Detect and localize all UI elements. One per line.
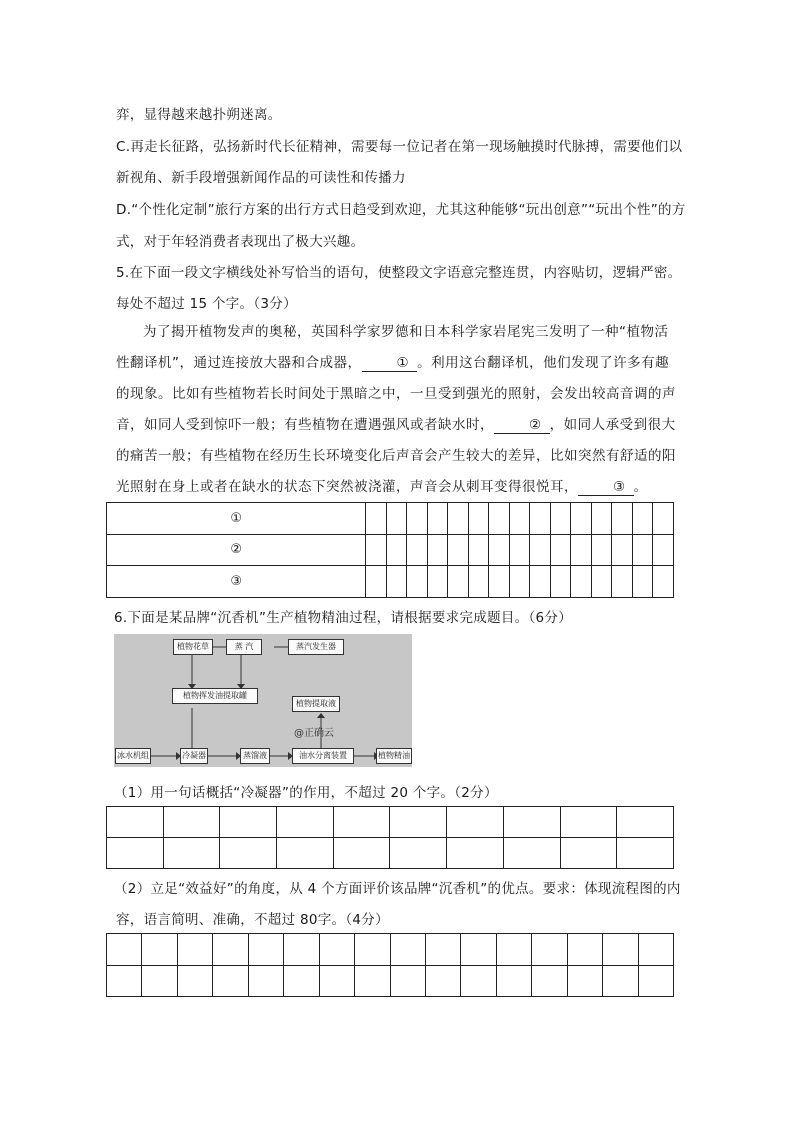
grid-row [107,807,674,838]
answer-row-label: ② [107,534,366,566]
answer-cell[interactable] [220,807,277,838]
answer-cell[interactable] [366,566,387,598]
answer-cell[interactable] [386,534,407,566]
answer-cell[interactable] [448,503,469,535]
answer-cell[interactable] [366,503,387,535]
answer-cell[interactable] [248,934,283,966]
answer-cell[interactable] [407,503,428,535]
answer-cell[interactable] [638,965,673,997]
blank-1: ① [362,355,418,372]
answer-cell[interactable] [489,503,510,535]
answer-cell[interactable] [366,534,387,566]
answer-cell[interactable] [653,566,674,598]
answer-cell[interactable] [319,934,354,966]
question-5-passage [116,317,682,503]
answer-cell[interactable] [496,965,531,997]
answer-cell[interactable] [407,534,428,566]
answer-cell[interactable] [612,534,633,566]
answer-grid-q6-1 [106,806,674,869]
flow-distillate: 蒸馏液 [240,748,270,764]
answer-cell[interactable] [427,534,448,566]
answer-cell[interactable] [603,965,638,997]
passage-part: 。 [633,479,648,495]
answer-row-label: ① [107,503,366,535]
question-5-title: 5.在下面一段文字横线处补写恰当的语句，使整段文字语意完整连贯，内容贴切，逻辑严密。 [116,265,682,281]
answer-cell[interactable] [355,965,390,997]
flowchart [114,634,412,767]
answer-cell[interactable] [213,934,248,966]
flow-plant-essential-oil: 植物精油 [376,748,412,764]
answer-cell[interactable] [591,534,612,566]
answer-cell[interactable] [277,838,334,869]
answer-cell[interactable] [509,534,530,566]
answer-cell[interactable] [489,534,510,566]
answer-cell[interactable] [571,503,592,535]
answer-cell[interactable] [509,566,530,598]
answer-cell[interactable] [425,934,460,966]
question-5-requirement: 每处不超过 15 个字。（3分） [116,296,297,312]
answer-cell[interactable] [591,503,612,535]
answer-cell[interactable] [612,503,633,535]
answer-cell[interactable] [617,807,674,838]
grid-row [107,534,674,566]
passage-part: 。利用这台翻译机，他们发现了许多有趣的现象。比如有些植物若长时间处于黑暗之中，一旦受到强光的照射，会发出较高音调的声音，如同人受到惊吓一般；有些植物在遭遇强风或者缺水时， [116,355,676,433]
option-d: D.“个性化定制”旅行方案的出行方式日趋受到欢迎，尤其这种能够“玩出创意”“玩出个性”的方 [116,202,686,218]
answer-cell[interactable] [468,566,489,598]
answer-cell[interactable] [509,503,530,535]
answer-cell[interactable] [632,534,653,566]
answer-grid-q6-2 [106,933,674,997]
answer-cell[interactable] [612,566,633,598]
answer-cell[interactable] [591,566,612,598]
answer-cell[interactable] [571,566,592,598]
text-line: 式，对于年轻消费者表现出了极大兴趣。 [116,234,365,250]
answer-cell[interactable] [448,534,469,566]
grid-row [107,934,674,966]
answer-cell[interactable] [560,807,617,838]
answer-cell[interactable] [560,838,617,869]
answer-cell[interactable] [213,965,248,997]
answer-cell[interactable] [653,534,674,566]
grid-row [107,566,674,598]
answer-cell[interactable] [390,807,447,838]
answer-cell[interactable] [333,838,390,869]
answer-grid-q5 [106,502,674,598]
answer-cell[interactable] [530,566,551,598]
answer-cell[interactable] [163,807,220,838]
answer-cell[interactable] [489,566,510,598]
flow-oil-water-separator: 油水分离装置 [292,748,354,764]
flow-plant-extract: 植物提取液 [292,696,340,712]
answer-cell[interactable] [427,503,448,535]
answer-cell[interactable] [386,566,407,598]
answer-cell[interactable] [107,934,142,966]
answer-cell[interactable] [447,838,504,869]
answer-cell[interactable] [447,807,504,838]
answer-cell[interactable] [355,934,390,966]
answer-cell[interactable] [319,965,354,997]
passage-part: ，如同人承受到很大的痛苦一般；有些植物在经历生长环境变化后声音会产生较大的差异，比如突然有舒适的阳光照射在身上或者在缺水的状态下突然被浇灌，声音会从刺耳变得很悦耳， [116,417,676,495]
answer-cell[interactable] [653,503,674,535]
answer-cell[interactable] [530,503,551,535]
answer-cell[interactable] [632,503,653,535]
flow-ice-water-unit: 冰水机组 [115,748,151,764]
answer-cell[interactable] [550,534,571,566]
answer-cell[interactable] [503,807,560,838]
answer-cell[interactable] [468,503,489,535]
answer-cell[interactable] [407,566,428,598]
answer-cell[interactable] [632,566,653,598]
answer-row-label: ③ [107,566,366,598]
answer-cell[interactable] [390,934,425,966]
blank-2: ② [494,417,550,434]
flow-extraction-tank: 植物挥发油提取罐 [172,688,258,704]
answer-cell[interactable] [468,534,489,566]
option-c: C.再走长征路，弘扬新时代长征精神，需要每一位记者在第一现场触摸时代脉搏，需要他们以 [116,139,683,155]
flow-steam-generator: 蒸汽发生器 [288,639,344,655]
answer-cell[interactable] [567,934,602,966]
answer-cell[interactable] [277,807,334,838]
answer-cell[interactable] [107,838,164,869]
answer-cell[interactable] [220,838,277,869]
question-6-title: 6.下面是某品牌“沉香机”生产植物精油过程，请根据要求完成题目。（6分） [114,610,573,626]
flow-plant-flowers: 植物花草 [173,639,213,655]
answer-cell[interactable] [390,965,425,997]
answer-cell[interactable] [177,934,212,966]
answer-cell[interactable] [603,934,638,966]
answer-cell[interactable] [532,965,567,997]
answer-cell[interactable] [386,503,407,535]
grid-row [107,838,674,869]
question-6-1: （1）用一句话概括“冷凝器”的作用，不超过 20 个字。（2分） [114,785,498,801]
answer-cell[interactable] [177,965,212,997]
answer-cell[interactable] [284,965,319,997]
question-6-2: （2）立足“效益好”的角度，从 4 个方面评价该品牌“沉香机”的优点。要求：体现流程图的内 [114,881,681,897]
answer-cell[interactable] [425,965,460,997]
answer-cell[interactable] [530,534,551,566]
answer-cell[interactable] [107,965,142,997]
answer-cell[interactable] [107,807,164,838]
answer-cell[interactable] [461,934,496,966]
answer-cell[interactable] [532,934,567,966]
grid-row [107,503,674,535]
text-line: 弈，显得越来越扑朔迷离。 [116,107,282,123]
answer-cell[interactable] [248,965,283,997]
answer-cell[interactable] [567,965,602,997]
question-6-2-cont: 容，语言简明、准确，不超过 80字。（4分） [116,912,389,928]
answer-cell[interactable] [461,965,496,997]
answer-cell[interactable] [142,965,177,997]
flow-steam: 蒸 汽 [226,639,262,655]
answer-cell[interactable] [163,838,220,869]
answer-cell[interactable] [550,566,571,598]
answer-cell[interactable] [333,807,390,838]
watermark: @正确云 [294,728,334,739]
answer-cell[interactable] [550,503,571,535]
answer-cell[interactable] [571,534,592,566]
answer-cell[interactable] [496,934,531,966]
text-line: 新视角、新手段增强新闻作品的可读性和传播力 [116,170,406,186]
answer-cell[interactable] [427,566,448,598]
answer-cell[interactable] [142,934,177,966]
blank-3: ③ [578,479,634,496]
answer-cell[interactable] [503,838,560,869]
flow-condenser: 冷凝器 [180,748,208,764]
answer-cell[interactable] [284,934,319,966]
answer-cell[interactable] [638,934,673,966]
passage-part: 为了揭开植物发声的奥秘，英国科学家罗德和日本科学家岩尾宪三发明了一种“植物活性翻译机”，通过连接放大器和合成器， [116,324,669,371]
answer-cell[interactable] [390,838,447,869]
answer-cell[interactable] [448,566,469,598]
answer-cell[interactable] [617,838,674,869]
grid-row [107,965,674,997]
